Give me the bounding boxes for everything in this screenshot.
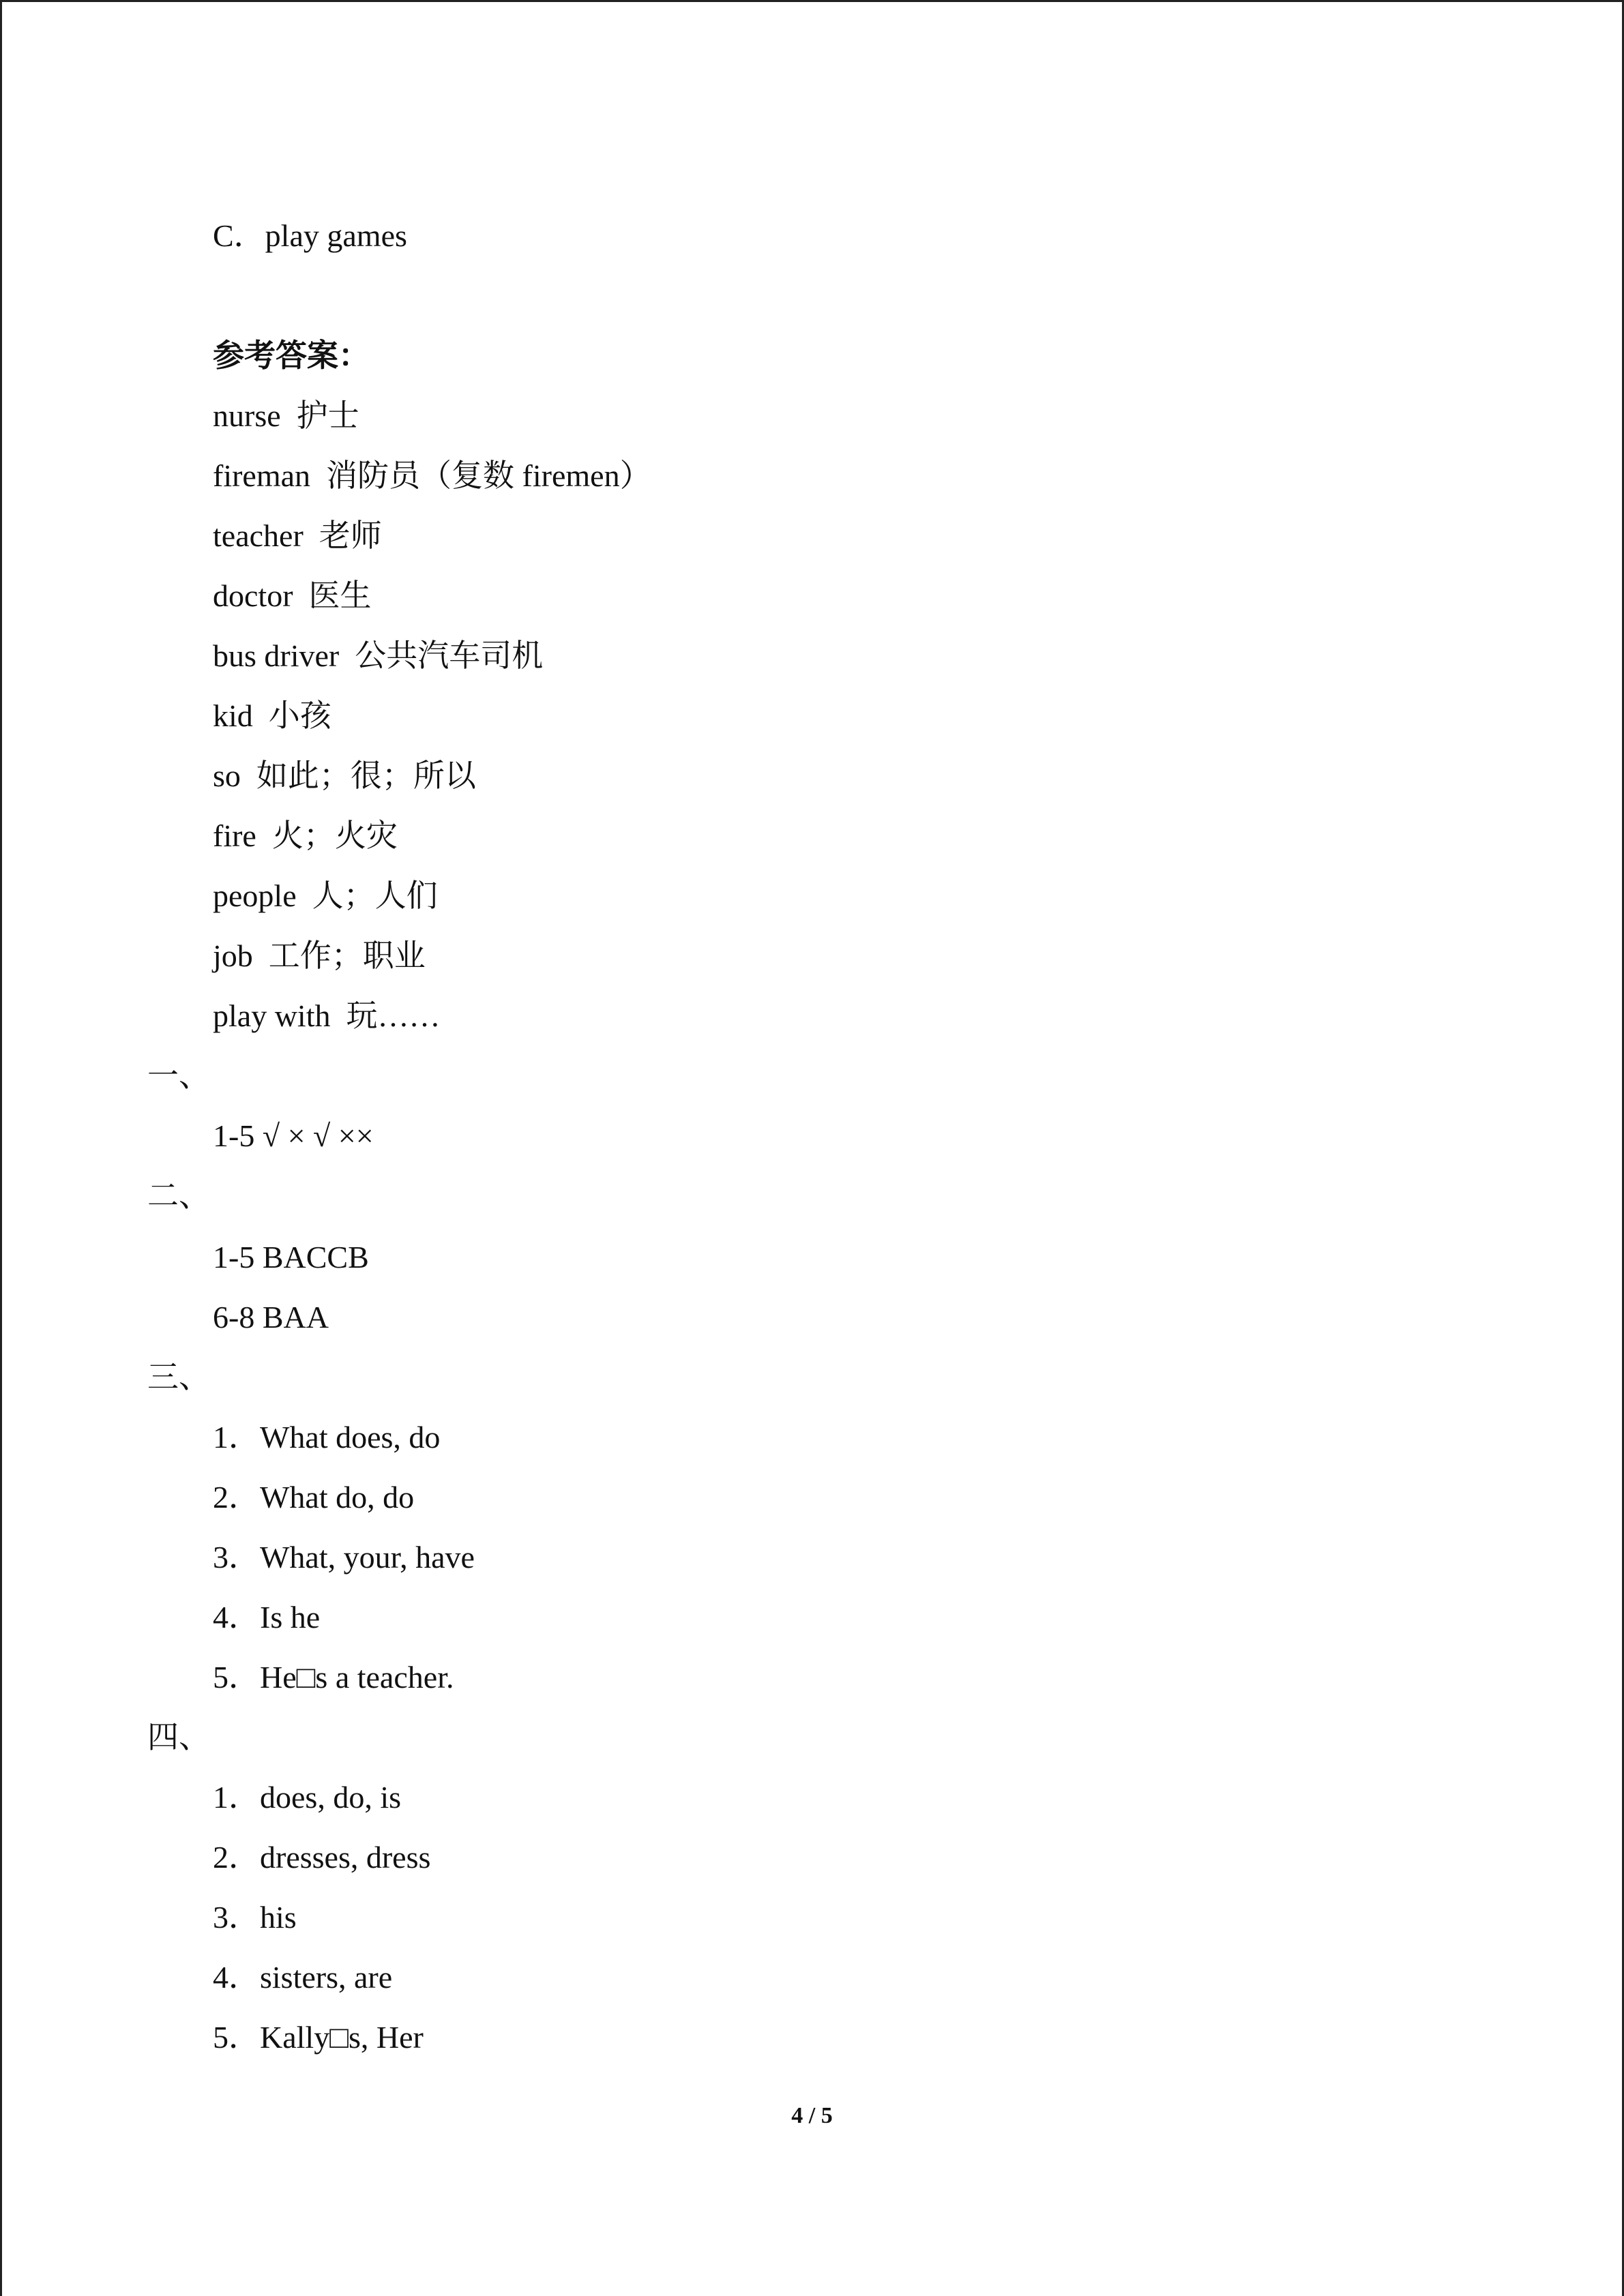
answer-line: 1-5 √ × √ ×× xyxy=(213,1118,374,1153)
vocab-item: teacher 老师 xyxy=(213,518,382,553)
vocab-item: bus driver 公共汽车司机 xyxy=(213,638,544,673)
vocab-item: fire 火；火灾 xyxy=(213,818,398,853)
page-number: 4 / 5 xyxy=(791,2103,833,2128)
answer-heading: 参考答案： xyxy=(213,338,370,373)
answer-line: 2．What do, do xyxy=(213,1480,415,1515)
answer-line: 4．Is he xyxy=(213,1600,321,1635)
answer-line: 4．sisters, are xyxy=(213,1960,393,1995)
answer-line: 3．his xyxy=(213,1900,297,1935)
answer-line: 6-8 BAA xyxy=(213,1300,329,1335)
option-c: C．play games xyxy=(213,218,407,253)
section-label-4: 四、 xyxy=(147,1720,210,1755)
section-label-1: 一、 xyxy=(147,1058,210,1093)
section-label-2: 二、 xyxy=(147,1178,210,1213)
answer-line: 1．does, do, is xyxy=(213,1780,401,1815)
vocab-item: doctor 医生 xyxy=(213,578,372,613)
answer-line: 1-5 BACCB xyxy=(213,1240,369,1274)
vocab-item: job 工作；职业 xyxy=(213,938,426,973)
section-label-3: 三、 xyxy=(147,1360,210,1395)
answer-line: 1．What does, do xyxy=(213,1420,441,1455)
answer-line: 2．dresses, dress xyxy=(213,1840,431,1875)
vocab-item: play with 玩…… xyxy=(213,998,441,1033)
vocab-item: kid 小孩 xyxy=(213,698,331,733)
answer-line: 5．He□s a teacher. xyxy=(213,1660,454,1695)
vocab-item: people 人；人们 xyxy=(213,878,438,913)
vocab-item: fireman 消防员（复数 firemen） xyxy=(213,458,651,493)
answer-line: 3．What, your, have xyxy=(213,1540,475,1575)
answer-line: 5．Kally□s, Her xyxy=(213,2020,424,2055)
vocab-item: nurse 护士 xyxy=(213,398,359,433)
vocab-item: so 如此；很；所以 xyxy=(213,758,476,793)
